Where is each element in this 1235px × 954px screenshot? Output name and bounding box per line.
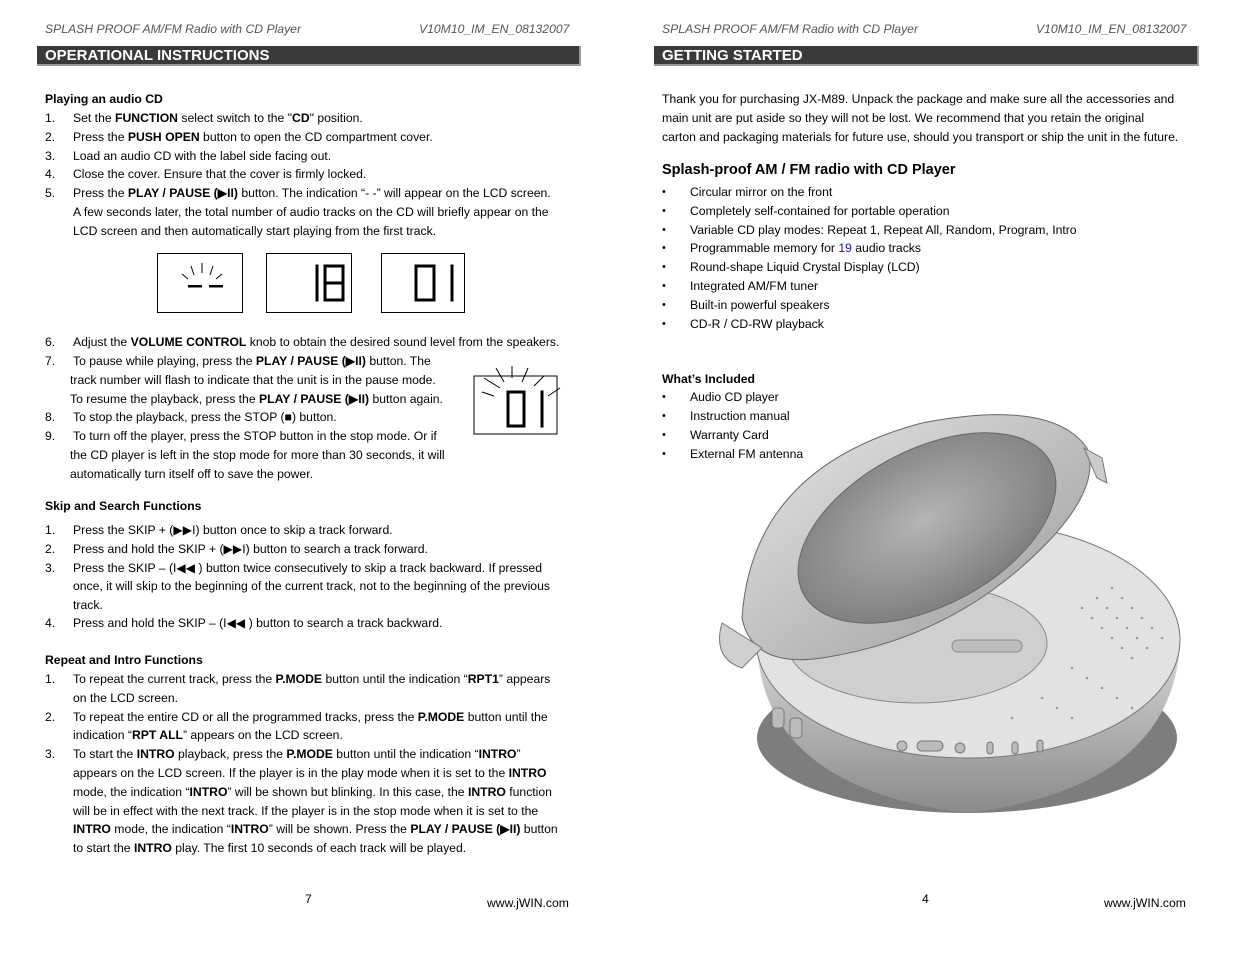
included-item: Audio CD player	[690, 390, 779, 404]
repeat-step-text: will be in effect with the next track. If the player is in the stop mode when it is set to the	[73, 803, 539, 818]
feature-item: Integrated AM/FM tuner	[690, 279, 819, 293]
play-step-text: Press the PLAY / PAUSE (▶II) button. The indication “- -” will appear on the LCD screen.	[73, 186, 551, 201]
step-number: 7.	[45, 354, 56, 368]
skip-step-text: Press the SKIP + (▶▶I) button once to skip a track forward.	[73, 523, 393, 537]
step8-text: To stop the playback, press the STOP (■) button.	[73, 410, 337, 424]
skip-heading: Skip and Search Functions	[45, 499, 202, 513]
feature-item: Variable CD play modes: Repeat 1, Repeat All, Random, Program, Intro	[690, 222, 1077, 237]
step-number: 3.	[45, 560, 56, 575]
feature-item: Circular mirror on the front	[690, 185, 833, 199]
feature-item: Built-in powerful speakers	[690, 297, 830, 312]
lcd-01-digits	[382, 254, 464, 312]
play-heading: Playing an audio CD	[45, 92, 163, 106]
bullet-icon: •	[662, 186, 666, 198]
cd-player-icon	[712, 408, 1190, 820]
repeat-step-text: INTRO mode, the indication “INTRO” will be shown. Press the PLAY / PAUSE (▶II) button	[73, 822, 558, 837]
step-number: 9.	[45, 429, 56, 443]
lcd-pause-flash-icon	[472, 366, 562, 436]
bullet-icon: •	[662, 280, 666, 292]
bullet-icon: •	[662, 317, 666, 330]
step-number: 5.	[45, 186, 56, 201]
memory-suffix: audio tracks	[851, 241, 921, 256]
step-number: 1.	[45, 672, 56, 686]
lcd-18-display	[266, 253, 352, 313]
step-number: 6.	[45, 335, 56, 349]
repeat-step-text: appears on the LCD screen. If the player is in the play mode when it is set to the INTRO	[73, 766, 547, 780]
step-number: 1.	[45, 111, 56, 125]
play-step-text: Set the FUNCTION select switch to the "CD" position.	[73, 111, 363, 125]
step-number: 2.	[45, 541, 56, 556]
running-title: SPLASH PROOF AM/FM Radio with CD Player	[45, 22, 302, 36]
skip-step-text: Press and hold the SKIP + (▶▶I) button to search a track forward.	[73, 541, 428, 556]
lcd-pause-display	[472, 366, 562, 436]
step-number: 8.	[45, 410, 56, 424]
step-number: 3.	[45, 747, 56, 762]
feature-item: CD-R / CD-RW playback	[690, 316, 824, 331]
included-item: Instruction manual	[690, 409, 790, 423]
section-title: OPERATIONAL INSTRUCTIONS	[37, 46, 581, 66]
repeat-step-text: To start the INTRO playback, press the P.MODE button until the indication “INTRO”	[73, 747, 521, 762]
repeat-step-text: To repeat the entire CD or all the programmed tracks, press the P.MODE button until the	[73, 709, 548, 724]
repeat-step-text: indication “RPT ALL” appears on the LCD screen.	[73, 728, 343, 743]
lcd-18-digits	[267, 254, 351, 312]
feature-item: Programmable memory for 19 audio tracks	[690, 241, 921, 256]
product-heading: Splash-proof AM / FM radio with CD Player	[662, 162, 956, 178]
feature-item: Completely self-contained for portable operation	[690, 203, 950, 218]
included-item: Warranty Card	[690, 428, 769, 442]
doc-code: V10M10_IM_EN_08132007	[1036, 22, 1187, 36]
play-step-text: Close the cover. Ensure that the cover is firmly locked.	[73, 167, 367, 182]
play-step-text: Load an audio CD with the label side facing out.	[73, 148, 332, 163]
step-number: 2.	[45, 709, 56, 724]
step9-text: To turn off the player, press the STOP button in the stop mode. Or if	[73, 429, 437, 443]
cd-player-illustration	[712, 408, 1190, 820]
step-text: To resume the playback, press the PLAY / PAUSE (▶II) button again.	[70, 391, 443, 406]
bullet-icon: •	[662, 429, 666, 441]
bullet-icon: •	[662, 448, 666, 460]
skip-step-text: once, it will skip to the beginning of the current track, not to the beginning of the previous	[73, 579, 550, 593]
skip-step-text: Press the SKIP – (I◀◀ ) button twice consecutively to skip a track backward. If pressed	[73, 560, 542, 575]
step-text: track number will flash to indicate that the unit is in the pause mode.	[70, 373, 436, 387]
bullet-icon: •	[662, 204, 666, 217]
step-number: 2.	[45, 129, 56, 144]
play-step-text: A few seconds later, the total number of audio tracks on the CD will briefly appear on the	[73, 205, 549, 219]
step-number: 4.	[45, 167, 56, 182]
website: www.jWIN.com	[487, 896, 569, 910]
bullet-icon: •	[662, 410, 666, 422]
intro-line: main unit are put aside so they will not be lost. We recommend that you retain the original	[662, 110, 1145, 125]
page-number: 4	[922, 892, 929, 906]
play-step-text: Press the PUSH OPEN button to open the CD compartment cover.	[73, 129, 433, 144]
website: www.jWIN.com	[1104, 896, 1186, 910]
section-title: GETTING STARTED	[654, 46, 1199, 66]
memory-count: 19	[834, 241, 852, 256]
included-heading: What’s Included	[662, 372, 755, 386]
bullet-icon: •	[662, 261, 666, 274]
step-text: automatically turn itself off to save the power.	[70, 466, 313, 481]
step-text: To pause while playing, press the PLAY / PAUSE (▶II) button. The	[73, 354, 431, 368]
repeat-step-text: on the LCD screen.	[73, 690, 179, 705]
feature-item: Round-shape Liquid Crystal Display (LCD)	[690, 260, 920, 275]
bullet-icon: •	[662, 391, 666, 403]
skip-step-text: track.	[73, 597, 103, 612]
included-item: External FM antenna	[690, 447, 804, 461]
intro-line: carton and packaging materials for future use, should you transport or ship the unit in the future.	[662, 129, 1179, 144]
bullet-icon: •	[662, 223, 666, 236]
page-number: 7	[305, 892, 312, 906]
running-title: SPLASH PROOF AM/FM Radio with CD Player	[662, 22, 919, 36]
intro-line: Thank you for purchasing JX-M89. Unpack the package and make sure all the accessories and	[662, 92, 1175, 106]
bullet-icon: •	[662, 298, 666, 311]
doc-code: V10M10_IM_EN_08132007	[419, 22, 570, 36]
repeat-step-text: to start the INTRO play. The first 10 seconds of each track will be played.	[73, 841, 467, 856]
step-text: the CD player is left in the stop mode for more than 30 seconds, it will	[70, 448, 445, 462]
lcd-dash-icon	[158, 254, 242, 312]
play-step-text: LCD screen and then automatically start playing from the first track.	[73, 223, 437, 238]
repeat-step-text: mode, the indication “INTRO” will be shown but blinking. In this case, the INTRO function	[73, 784, 552, 799]
step-number: 4.	[45, 616, 56, 630]
repeat-step-text: To repeat the current track, press the P.MODE button until the indication “RPT1” appears	[73, 672, 551, 686]
step-text: Adjust the VOLUME CONTROL knob to obtain the desired sound level from the speakers.	[73, 335, 560, 349]
lcd-01-display	[381, 253, 465, 313]
lcd-dash-display	[157, 253, 243, 313]
step-number: 1.	[45, 523, 56, 537]
skip4-text: Press and hold the SKIP – (I◀◀ ) button to search a track backward.	[73, 616, 443, 630]
bullet-icon: •	[662, 242, 666, 255]
step-number: 3.	[45, 148, 56, 163]
repeat-heading: Repeat and Intro Functions	[45, 653, 203, 667]
